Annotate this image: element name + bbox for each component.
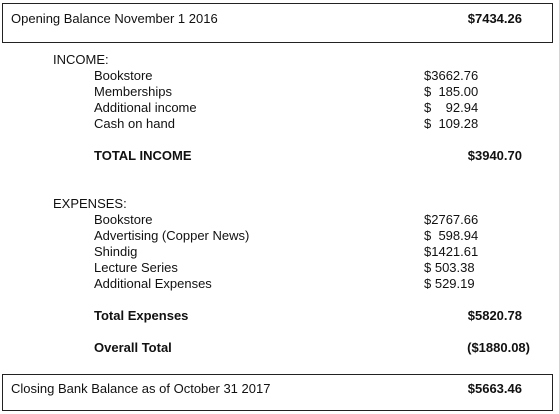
expense-item-amount: $ 598.94 — [424, 228, 479, 243]
closing-balance-amount: $5663.46 — [467, 381, 522, 396]
overall-total-amount: ($1880.08) — [467, 340, 530, 355]
income-item-label: Memberships — [94, 84, 173, 99]
expenses-heading: EXPENSES: — [53, 196, 127, 211]
total-expenses-amount: $5820.78 — [467, 308, 522, 323]
income-item-amount: $3662.76 — [424, 68, 479, 83]
income-item-label: Cash on hand — [94, 116, 175, 131]
expense-item-label: Shindig — [94, 244, 138, 259]
income-item-amount: $ 92.94 — [424, 100, 479, 115]
opening-balance-amount: $7434.26 — [467, 11, 522, 26]
closing-balance-label: Closing Bank Balance as of October 31 2017 — [11, 381, 271, 396]
income-item-label: Additional income — [94, 100, 197, 115]
opening-balance-label: Opening Balance November 1 2016 — [11, 11, 218, 26]
expense-item-amount: $2767.66 — [424, 212, 479, 227]
expense-item-amount: $ 503.38 — [424, 260, 475, 275]
total-expenses-label: Total Expenses — [94, 308, 189, 323]
expense-item-label: Lecture Series — [94, 260, 178, 275]
income-heading: INCOME: — [53, 52, 109, 67]
expense-item-label: Bookstore — [94, 212, 153, 227]
overall-total-label: Overall Total — [94, 340, 172, 355]
total-income-amount: $3940.70 — [467, 148, 522, 163]
total-income-label: TOTAL INCOME — [94, 148, 192, 163]
income-item-amount: $ 185.00 — [424, 84, 479, 99]
income-item-label: Bookstore — [94, 68, 153, 83]
expense-item-label: Additional Expenses — [94, 276, 212, 291]
expense-item-amount: $1421.61 — [424, 244, 479, 259]
income-item-amount: $ 109.28 — [424, 116, 479, 131]
expense-item-label: Advertising (Copper News) — [94, 228, 250, 243]
expense-item-amount: $ 529.19 — [424, 276, 475, 291]
